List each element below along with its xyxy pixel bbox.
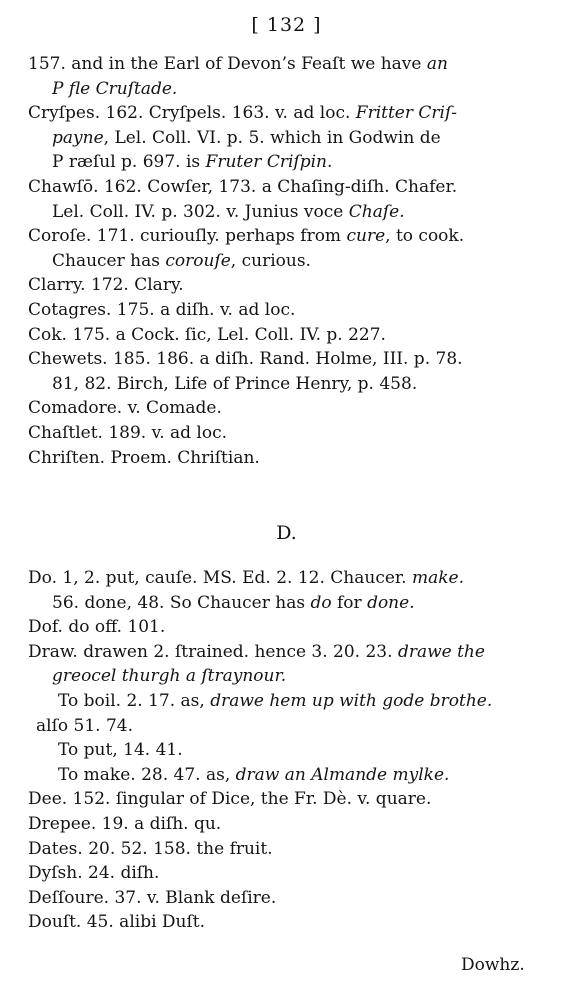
entry-line bbox=[28, 787, 560, 812]
entry-line bbox=[28, 910, 560, 935]
text-run: for bbox=[331, 592, 368, 613]
italic-text: done. bbox=[367, 592, 415, 613]
glossary-entry bbox=[28, 224, 560, 273]
italic-text: draw an Almande mylke. bbox=[235, 764, 450, 785]
glossary-entry bbox=[28, 566, 560, 615]
entry-line bbox=[28, 101, 560, 126]
entry-line bbox=[28, 224, 560, 249]
entry-line bbox=[28, 714, 560, 739]
entry-line bbox=[28, 763, 560, 788]
text-run: Cok. 175. a Cock. ſic, Lel. Coll. IV. p. 227. bbox=[28, 324, 386, 345]
entry-line bbox=[28, 566, 560, 591]
glossary-entry bbox=[28, 396, 560, 421]
entry-line bbox=[28, 323, 560, 348]
glossary-section-c bbox=[28, 52, 560, 470]
italic-text: payne bbox=[52, 127, 104, 148]
text-run: Chawſō. 162. Cowſer, 173. a Chaſing-diſh. Chafer. bbox=[28, 176, 458, 197]
italic-text: do bbox=[310, 592, 332, 613]
text-run: Cryſpes. 162. Cryſpels. 163. v. ad loc. bbox=[28, 103, 356, 124]
entry-line bbox=[28, 298, 560, 323]
entry-line bbox=[28, 249, 560, 274]
glossary-entry bbox=[28, 886, 560, 911]
text-run: Chewets. 185. 186. a diſh. Rand. Holme, III. p. 78. bbox=[28, 349, 463, 370]
text-run: Dof. do off. 101. bbox=[28, 617, 166, 638]
entry-line bbox=[28, 372, 560, 397]
text-run: Coroſe. 171. curiouſly. perhaps from bbox=[28, 226, 347, 247]
glossary-entry bbox=[28, 347, 560, 396]
glossary-entry bbox=[28, 640, 560, 689]
entry-line bbox=[28, 150, 560, 175]
entry-line bbox=[28, 640, 560, 665]
italic-text: drawe hem up with gode brothe. bbox=[210, 690, 493, 711]
entry-line bbox=[28, 175, 560, 200]
italic-text: corouſe bbox=[165, 250, 231, 271]
entry-line bbox=[28, 837, 560, 862]
text-run: Chaſtlet. 189. v. ad loc. bbox=[28, 422, 228, 443]
glossary-entry bbox=[28, 910, 560, 935]
entry-line bbox=[28, 812, 560, 837]
entry-line bbox=[28, 126, 560, 151]
text-run: 81, 82. Birch, Life of Prince Henry, p. 458. bbox=[52, 373, 418, 394]
entry-line bbox=[28, 861, 560, 886]
entry-line bbox=[28, 689, 560, 714]
glossary-entry bbox=[28, 787, 560, 812]
glossary-entry bbox=[28, 763, 560, 788]
text-run: , Lel. Coll. VI. p. 5. which in Godwin de bbox=[103, 127, 441, 148]
italic-text: Chaſe. bbox=[348, 201, 405, 222]
glossary-entry bbox=[28, 175, 560, 224]
entry-line bbox=[28, 273, 560, 298]
text-run: Chriſten. Proem. Chriſtian. bbox=[28, 447, 260, 468]
italic-text: greocel thurgh a ſtraynour. bbox=[52, 666, 287, 687]
text-run: To put, 14. 41. bbox=[58, 740, 183, 761]
glossary-entry bbox=[28, 298, 560, 323]
glossary-entry bbox=[28, 615, 560, 640]
page-number-header: [ 132 ] bbox=[251, 14, 322, 36]
glossary-entry bbox=[28, 446, 560, 471]
text-run: Drepee. 19. a diſh. qu. bbox=[28, 813, 222, 834]
catchword: Dowhz. bbox=[461, 955, 525, 975]
text-run: Deſſoure. 37. v. Blank deſire. bbox=[28, 887, 277, 908]
text-run: 56. done, 48. So Chaucer has bbox=[52, 592, 311, 613]
glossary-entry bbox=[28, 812, 560, 837]
glossary-entry bbox=[28, 861, 560, 886]
text-run: Lel. Coll. IV. p. 302. v. Junius voce bbox=[52, 201, 349, 222]
text-run: Draw. drawen 2. ſtrained. hence 3. 20. 23. bbox=[28, 641, 398, 662]
text-run: , to cook. bbox=[385, 226, 465, 247]
glossary-entry bbox=[28, 738, 560, 763]
text-run: Chaucer has bbox=[52, 250, 166, 271]
entry-line bbox=[28, 591, 560, 616]
text-run: Dates. 20. 52. 158. the fruit. bbox=[28, 838, 273, 859]
entry-line bbox=[28, 52, 560, 77]
italic-text: cure bbox=[346, 226, 386, 247]
italic-text: an bbox=[426, 54, 448, 74]
text-run: 157. and in the Earl of Devon’s Feaſt we have bbox=[28, 54, 427, 74]
italic-text: make. bbox=[411, 568, 464, 588]
glossary-entry bbox=[28, 837, 560, 862]
entry-line bbox=[28, 200, 560, 225]
glossary-entry bbox=[28, 52, 560, 101]
glossary-entry bbox=[28, 323, 560, 348]
entry-line bbox=[28, 886, 560, 911]
entry-line bbox=[28, 347, 560, 372]
section-heading-d: D. bbox=[276, 522, 297, 544]
italic-text: drawe the bbox=[397, 641, 485, 662]
glossary-entry bbox=[28, 421, 560, 446]
glossary-entry bbox=[28, 273, 560, 298]
entry-line bbox=[28, 421, 560, 446]
text-run: Dee. 152. ſingular of Dice, the Fr. Dè. v. quare. bbox=[28, 789, 432, 810]
text-run: Do. 1, 2. put, cauſe. MS. Ed. 2. 12. Chaucer. bbox=[28, 568, 412, 588]
text-run: Comadore. v. Comade. bbox=[28, 398, 222, 419]
entry-line bbox=[28, 446, 560, 471]
entry-line bbox=[28, 396, 560, 421]
text-run: alſo 51. 74. bbox=[36, 715, 133, 736]
italic-text: P fle Cruſtade. bbox=[52, 78, 178, 99]
text-run: To boil. 2. 17. as, bbox=[58, 690, 211, 711]
text-run: Cotagres. 175. a diſh. v. ad loc. bbox=[28, 299, 296, 320]
glossary-entry bbox=[28, 101, 560, 175]
text-run: P ræſul p. 697. is bbox=[52, 152, 206, 173]
entry-line bbox=[28, 738, 560, 763]
text-run: To make. 28. 47. as, bbox=[58, 764, 236, 785]
text-run: Clarry. 172. Clary. bbox=[28, 275, 184, 296]
glossary-section-d bbox=[28, 566, 560, 935]
entry-line bbox=[28, 664, 560, 689]
entry-line bbox=[28, 77, 560, 102]
italic-text: Fritter Criſ- bbox=[355, 103, 458, 124]
text-run: Douſt. 45. alibi Duſt. bbox=[28, 912, 206, 933]
entry-line bbox=[28, 615, 560, 640]
italic-text: Fruter Criſpin. bbox=[205, 152, 333, 173]
text-run: , curious. bbox=[230, 250, 311, 271]
text-run: Dyſsh. 24. diſh. bbox=[28, 863, 160, 884]
glossary-entry bbox=[28, 689, 560, 738]
